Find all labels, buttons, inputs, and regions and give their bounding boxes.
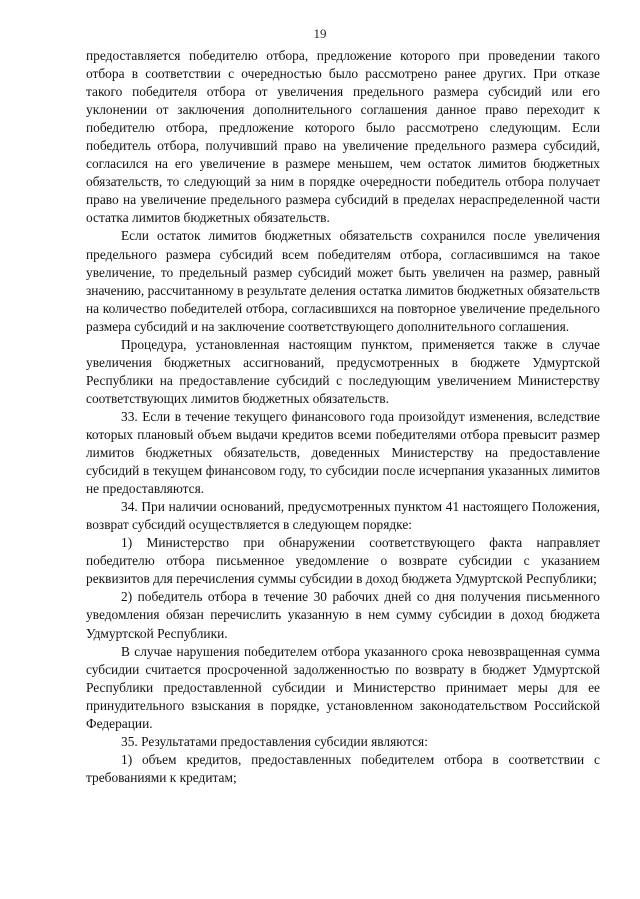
paragraph-clause-35: 35. Результатами предоставления субсидии являются:	[121, 733, 428, 749]
list-item-35-1: 1) объем кредитов, предоставленных победителем отбора в соответствии с требованиями к кредитам;	[86, 751, 600, 785]
paragraph-violation: В случае нарушения победителем отбора указанного срока невозвращенная сумма субсидии считается просроченной задолженностью по возврату в бюджет Удмуртской Республики предоставленной субсидии и Министерство принимает меры для ее принудительного взыскания в порядке, установленном законодательством Российской Федерации.	[86, 643, 600, 731]
page-number: 19	[313, 26, 327, 41]
paragraph-clause-34: 34. При наличии оснований, предусмотренных пунктом 41 настоящего Положения, возврат субсидий осуществляется в следующем порядке:	[86, 499, 600, 533]
paragraph-procedure: Процедура, установленная настоящим пунктом, применяется также в случае увеличения бюджетных ассигнований, предусмотренных в бюджете Удмуртской Республики на предоставление субсидий с последующим увеличением Министерству соответствующих лимитов бюджетных обязательств.	[86, 336, 600, 406]
list-item-34-1: 1) Министерство при обнаружении соответствующего факта направляет победителю отбора письменное уведомление о возврате субсидии с указанием реквизитов для перечисления суммы субсидии в доход бюджета Удмуртской Республики;	[86, 535, 600, 587]
paragraph-continuation: предоставляется победителю отбора, предложение которого при проведении такого отбора в соответствии с очередностью было рассмотрено ранее других. При отказе такого победителя отбора от увеличения предельного размера субсидий или его уклонении от заключения дополнительного соглашения данное право переходит к победителю отбора, предложение которого было рассмотрено следующим. Если победитель отбора, получивший право на увеличение предельного размера субсидий, согласился на его увеличение в размере меньшем, чем остаток лимитов бюджетных обязательств, то следующий за ним в порядке очередности победитель отбора получает право на увеличение предельного размера субсидий в пределах нераспределенной части остатка лимитов бюджетных обязательств.	[86, 48, 600, 226]
document-body	[86, 47, 600, 787]
paragraph-remaining-limits: Если остаток лимитов бюджетных обязательств сохранился после увеличения предельного размера субсидий всем победителям отбора, согласившимся на такое увеличение, то предельный размер субсидий может быть увеличен на размер, равный значению, рассчитанному в результате деления остатка лимитов бюджетных обязательств на количество победителей отбора, согласившихся на повторное увеличение предельного размера субсидий и на заключение соответствующего дополнительного соглашения.	[86, 228, 600, 334]
list-item-34-2: 2) победитель отбора в течение 30 рабочих дней со дня получения письменного уведомления обязан перечислить указанную в нем сумму субсидии в доход бюджета Удмуртской Республики.	[86, 589, 600, 641]
paragraph-clause-33: 33. Если в течение текущего финансового года произойдут изменения, вследствие которых плановый объем выдачи кредитов всеми победителями отбора превысит размер лимитов бюджетных обязательств, доведенных Министерству на предоставление субсидий в текущем финансовом году, то субсидии после исчерпания указанных лимитов не предоставляются.	[86, 408, 600, 497]
